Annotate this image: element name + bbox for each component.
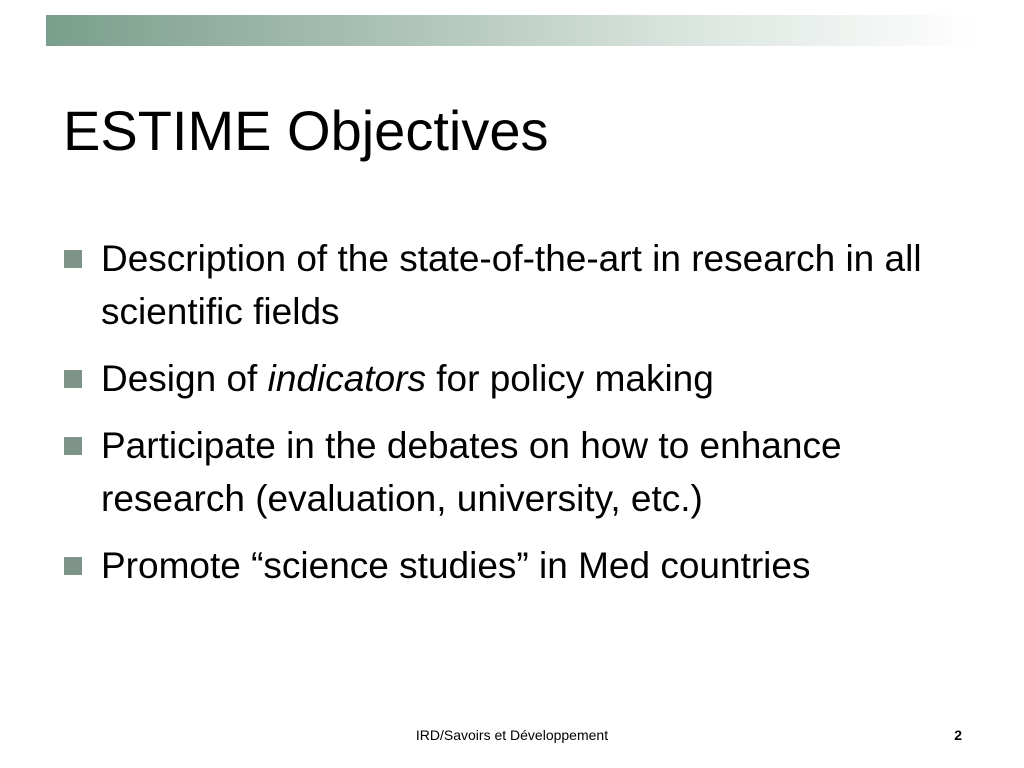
bullet-item bbox=[63, 352, 963, 405]
square-bullet-icon bbox=[64, 370, 82, 388]
footer-text: IRD/Savoirs et Développement bbox=[415, 727, 609, 743]
bullet-list bbox=[63, 232, 963, 606]
square-bullet-icon bbox=[64, 437, 82, 455]
bullet-text-before: Design of bbox=[101, 358, 268, 399]
bullet-text-after: for policy making bbox=[425, 358, 714, 399]
header-gradient-bar bbox=[46, 15, 978, 46]
square-bullet-icon bbox=[64, 557, 82, 575]
square-bullet-icon bbox=[64, 250, 82, 268]
bullet-text-emphasis: indicators bbox=[267, 358, 426, 399]
bullet-item bbox=[63, 232, 963, 338]
bullet-text: Description of the state-of-the-art in research in all scientific fields bbox=[101, 238, 922, 332]
bullet-text: Promote “science studies” in Med countries bbox=[101, 545, 811, 586]
slide-title: ESTIME Objectives bbox=[63, 99, 549, 162]
page-number: 2 bbox=[954, 727, 962, 743]
bullet-item bbox=[63, 539, 963, 592]
bullet-text: Participate in the debates on how to enhance research (evaluation, university, etc.) bbox=[101, 425, 842, 519]
bullet-item bbox=[63, 419, 963, 525]
